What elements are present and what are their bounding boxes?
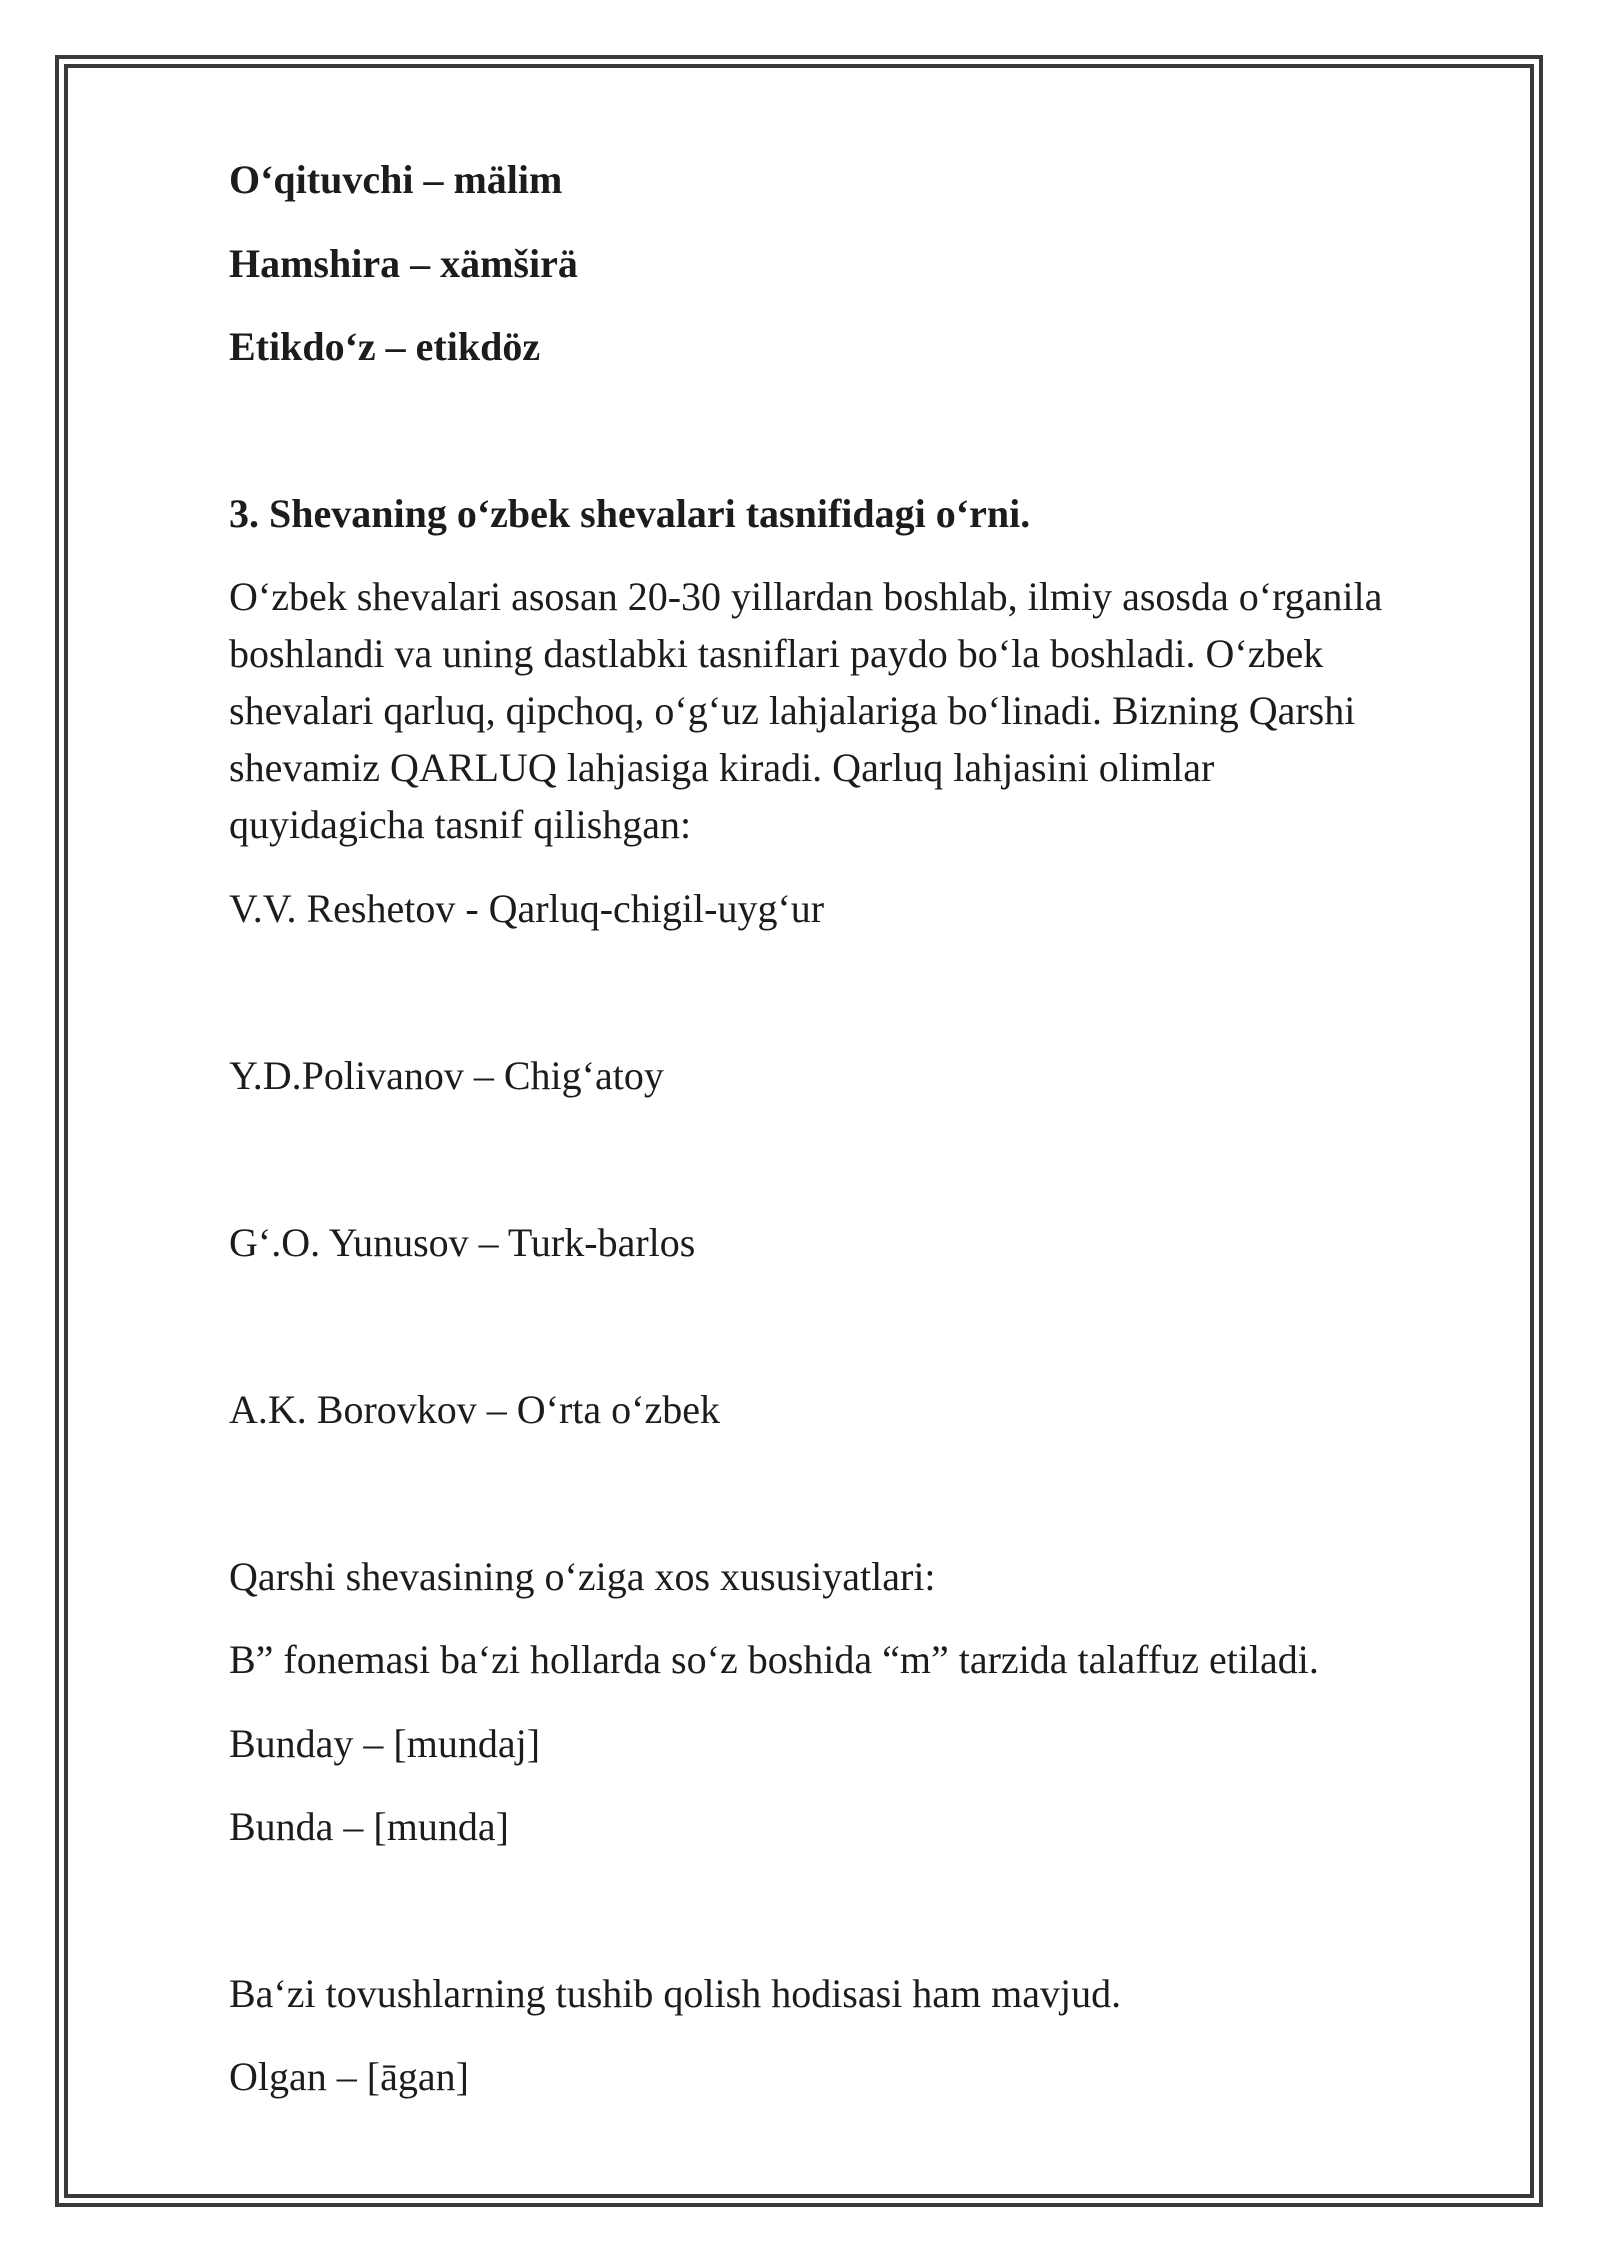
- section-heading: 3. Shevaning o‘zbek shevalari tasnifidagi o‘rni.: [229, 491, 1031, 536]
- page-frame: [64, 64, 1534, 2198]
- intro-line-5: quyidagicha tasnif qilishgan:: [229, 802, 692, 847]
- word-pair-shoemaker: Etikdo‘z – etikdöz: [229, 324, 541, 369]
- feature-b-phoneme: B” fonemasi ba‘zi hollarda so‘z boshida “m” tarzida talaffuz etiladi.: [229, 1637, 1319, 1682]
- example-bunda: Bunda – [munda]: [229, 1804, 509, 1849]
- word-pair-teacher: O‘qituvchi – mälim: [229, 157, 563, 202]
- feature-sound-drop: Ba‘zi tovushlarning tushib qolish hodisasi ham mavjud.: [229, 1971, 1122, 2016]
- classification-borovkov: A.K. Borovkov – O‘rta o‘zbek: [229, 1387, 720, 1432]
- example-bunday: Bunday – [mundaj]: [229, 1721, 541, 1766]
- features-heading: Qarshi shevasining o‘ziga xos xususiyatlari:: [229, 1554, 936, 1599]
- classification-yunusov: G‘.O. Yunusov – Turk-barlos: [229, 1220, 696, 1265]
- classification-reshetov: V.V. Reshetov - Qarluq-chigil-uyg‘ur: [229, 886, 825, 931]
- example-olgan: Olgan – [āgan]: [229, 2054, 469, 2099]
- classification-polivanov: Y.D.Polivanov – Chig‘atoy: [229, 1053, 664, 1098]
- intro-line-2: boshlandi va uning dastlabki tasniflari paydo bo‘la boshladi. O‘zbek: [229, 631, 1324, 676]
- intro-line-4: shevamiz QARLUQ lahjasiga kiradi. Qarluq lahjasini olimlar: [229, 745, 1215, 790]
- intro-line-3: shevalari qarluq, qipchoq, o‘g‘uz lahjalariga bo‘linadi. Bizning Qarshi: [229, 688, 1356, 733]
- word-pair-nurse: Hamshira – xämširä: [229, 241, 578, 286]
- intro-line-1: O‘zbek shevalari asosan 20-30 yillardan boshlab, ilmiy asosda o‘rganila: [229, 574, 1383, 619]
